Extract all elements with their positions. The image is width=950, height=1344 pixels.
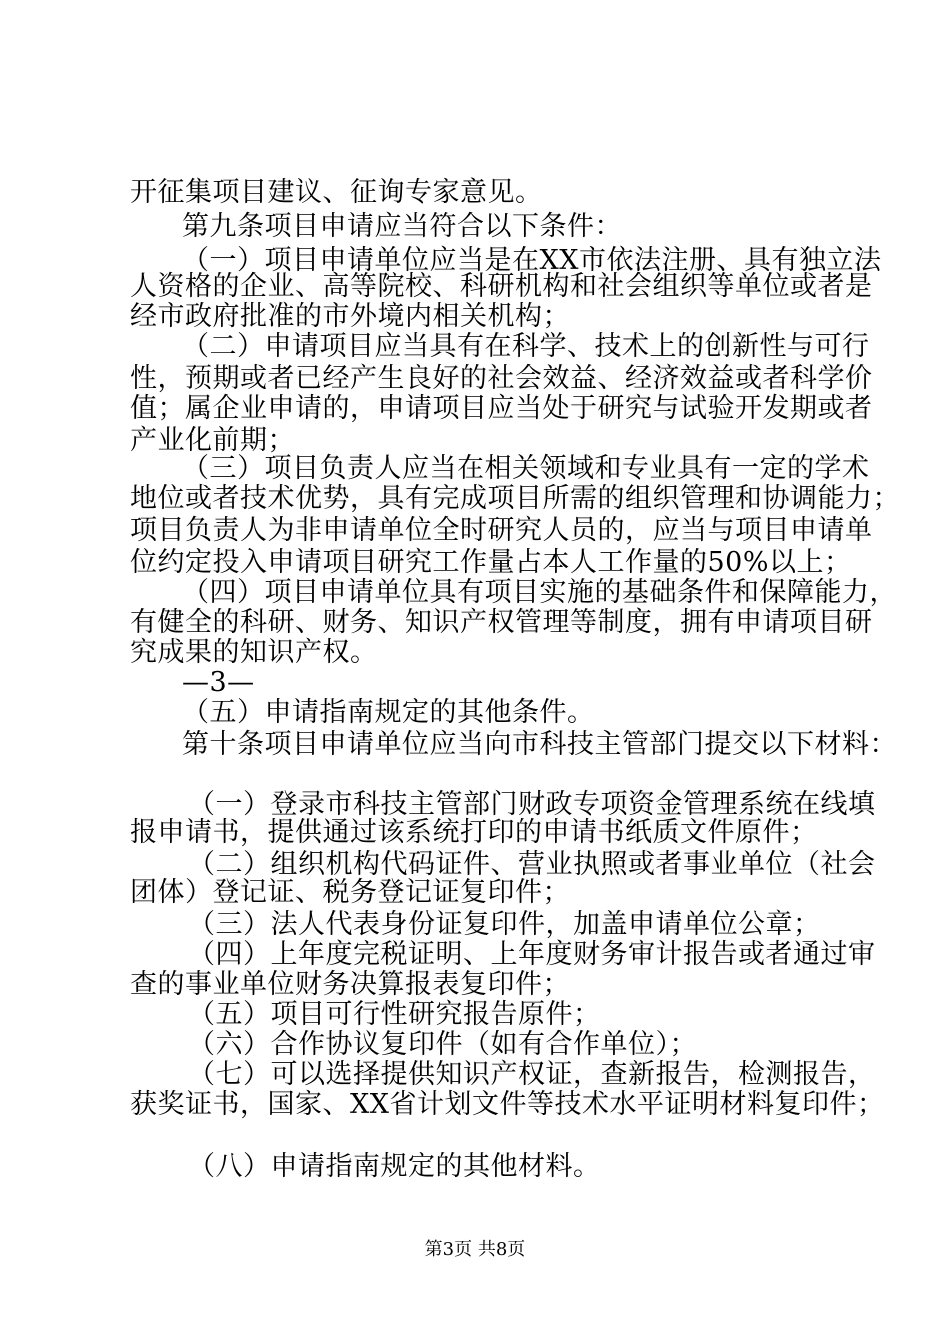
text-line: 地位或者技术优势，具有完成项目所需的组织管理和协调能力； [130,483,900,514]
page-footer: 第3页 共8页 [424,1239,526,1260]
text-line: （三）法人代表身份证复印件，加盖申请单位公章； [188,909,821,940]
text-line: 经市政府批准的市外境内相关机构； [130,301,570,332]
text-line: 报申请书，提供通过该系统打印的申请书纸质文件原件； [130,817,818,848]
text-line: （五）项目可行性研究报告原件； [188,999,601,1030]
text-line: 性，预期或者已经产生良好的社会效益、经济效益或者科学价 [130,363,873,394]
text-line: （五）申请指南规定的其他条件。 [182,697,595,728]
text-line: （七）可以选择提供知识产权证，查新报告，检测报告， [188,1059,876,1090]
text-line: 团体）登记证、税务登记证复印件； [130,877,570,908]
text-line: （一）登录市科技主管部门财政专项资金管理系统在线填 [188,789,876,820]
text-line: 位约定投入申请项目研究工作量占本人工作量的50%以上； [130,547,852,578]
text-line: 产业化前期； [130,425,295,456]
text-line: （四）上年度完税证明、上年度财务审计报告或者通过审 [188,939,876,970]
text-line: 开征集项目建议、征询专家意见。 [130,177,543,208]
text-line: （六）合作协议复印件（如有合作单位）； [188,1029,697,1060]
text-line: 人资格的企业、高等院校、科研机构和社会组织等单位或者是 [130,271,873,302]
text-line: 查的事业单位财务决算报表复印件； [130,969,570,1000]
text-line: 值；属企业申请的，申请项目应当处于研究与试验开发期或者 [130,393,873,424]
text-line: （四）项目申请单位具有项目实施的基础条件和保障能力， [182,577,897,608]
text-line: 项目负责人为非申请单位全时研究人员的，应当与项目申请单 [130,515,873,546]
article-heading: 第十条项目申请单位应当向市科技主管部门提交以下材料： [182,729,897,760]
text-line: 有健全的科研、财务、知识产权管理等制度，拥有申请项目研 [130,607,873,638]
text-line: 究成果的知识产权。 [130,637,378,668]
text-line: 获奖证书，国家、XX省计划文件等技术水平证明材料复印件； [130,1089,885,1120]
text-line: （二）申请项目应当具有在科学、技术上的创新性与可行 [182,331,870,362]
text-line: （二）组织机构代码证件、营业执照或者事业单位（社会 [188,849,876,880]
text-line: （一）项目申请单位应当是在XX市依法注册、具有独立法 [182,245,882,276]
text-line: （八）申请指南规定的其他材料。 [188,1151,601,1182]
text-line: （三）项目负责人应当在相关领域和专业具有一定的学术 [182,453,870,484]
page-number-marker: —3— [182,667,255,698]
article-heading: 第九条项目申请应当符合以下条件： [182,211,622,242]
